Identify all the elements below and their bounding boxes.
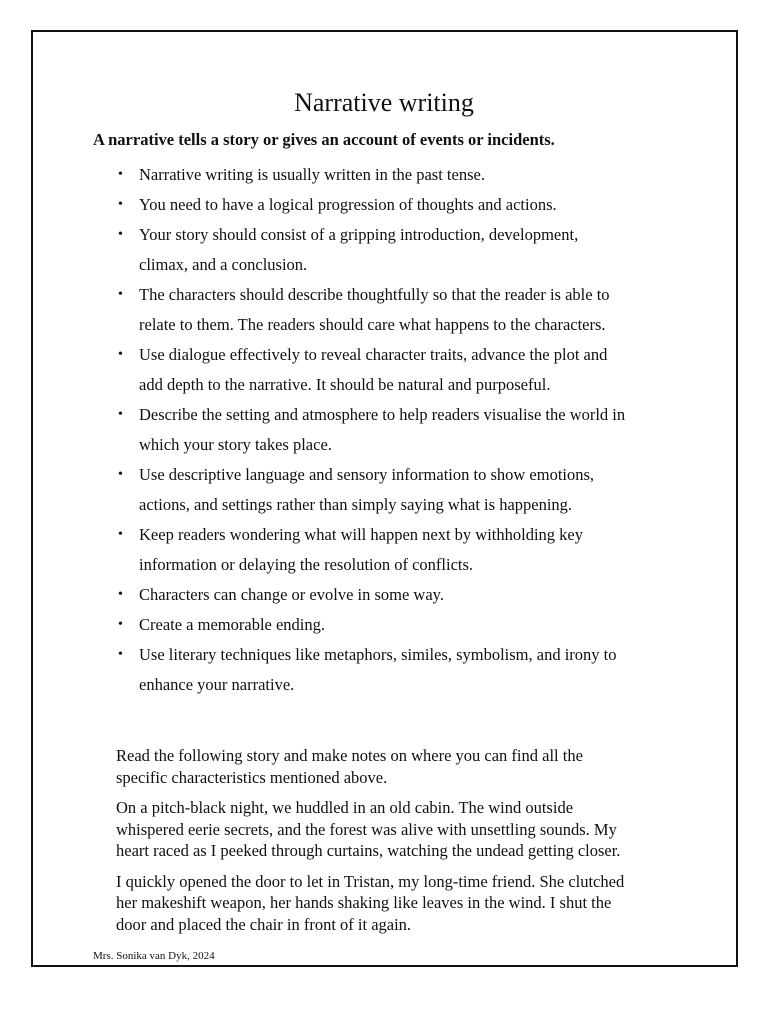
list-item-text: Describe the setting and atmosphere to help readers visualise the world in: [139, 405, 626, 424]
list-item: [118, 160, 625, 190]
bullet-icon: •: [118, 647, 123, 662]
paragraph-line: heart raced as I peeked through curtains, watching the undead getting closer.: [116, 841, 621, 860]
bullet-list: [118, 160, 625, 700]
list-item-text: add depth to the narrative. It should be natural and purposeful.: [139, 375, 551, 394]
paragraph-line: specific characteristics mentioned above.: [116, 767, 388, 787]
list-item-text: Create a memorable ending.: [139, 615, 326, 634]
paragraph-line: her makeshift weapon, her hands shaking like leaves in the wind. I shut the: [116, 893, 612, 912]
bullet-icon: •: [118, 167, 123, 182]
list-item-text: enhance your narrative.: [139, 675, 295, 694]
bullet-icon: •: [118, 197, 123, 212]
paragraph: [116, 745, 624, 788]
page-title: Narrative writing: [294, 88, 474, 117]
footer-credit: Mrs. Sonika van Dyk, 2024: [93, 950, 215, 962]
bullet-icon: •: [118, 617, 123, 632]
list-item: [118, 610, 625, 640]
list-item: [118, 520, 625, 580]
lead-sentence: A narrative tells a story or gives an account of events or incidents.: [93, 130, 555, 149]
list-item: [118, 640, 625, 700]
list-item-text: Use literary techniques like metaphors, similes, symbolism, and irony to: [139, 645, 617, 664]
list-item-text: which your story takes place.: [139, 435, 332, 454]
list-item-text: Your story should consist of a gripping introduction, development,: [139, 225, 579, 244]
list-item-text: Characters can change or evolve in some way.: [139, 585, 444, 604]
bullet-icon: •: [118, 287, 123, 302]
paragraph-line: door and placed the chair in front of it again.: [116, 914, 412, 934]
list-item: [118, 220, 625, 280]
list-item: [118, 460, 625, 520]
bullet-icon: •: [118, 527, 123, 542]
bullet-icon: •: [118, 227, 123, 242]
list-item: [118, 280, 625, 340]
bullet-icon: •: [118, 587, 123, 602]
paragraph-line: whispered eerie secrets, and the forest was alive with unsettling sounds. My: [116, 819, 617, 839]
list-item: [118, 580, 625, 610]
story-body: [116, 745, 624, 944]
paragraph-line: On a pitch-black night, we huddled in an old cabin. The wind outside: [116, 798, 574, 817]
list-item: [118, 400, 625, 460]
list-item-text: The characters should describe thoughtfully so that the reader is able to: [139, 285, 610, 304]
paragraph: [116, 797, 624, 862]
bullet-icon: •: [118, 467, 123, 482]
list-item-text: relate to them. The readers should care what happens to the characters.: [139, 315, 606, 334]
bullet-icon: •: [118, 347, 123, 362]
list-item-text: actions, and settings rather than simply saying what is happening.: [139, 495, 573, 514]
paragraph-line: Read the following story and make notes on where you can find all the: [116, 746, 583, 765]
list-item-text: Use descriptive language and sensory information to show emotions,: [139, 465, 595, 484]
paragraph-line: I quickly opened the door to let in Tristan, my long-time friend. She clutched: [116, 871, 625, 891]
paragraph: [116, 871, 624, 936]
list-item-text: You need to have a logical progression of thoughts and actions.: [139, 195, 557, 214]
list-item-text: climax, and a conclusion.: [139, 255, 308, 274]
list-item: [118, 340, 625, 400]
list-item-text: Use dialogue effectively to reveal character traits, advance the plot and: [139, 345, 608, 364]
list-item-text: Keep readers wondering what will happen next by withholding key: [139, 525, 584, 544]
list-item-text: Narrative writing is usually written in the past tense.: [139, 165, 485, 184]
bullet-icon: •: [118, 407, 123, 422]
list-item: [118, 190, 625, 220]
list-item-text: information or delaying the resolution of conflicts.: [139, 555, 474, 574]
